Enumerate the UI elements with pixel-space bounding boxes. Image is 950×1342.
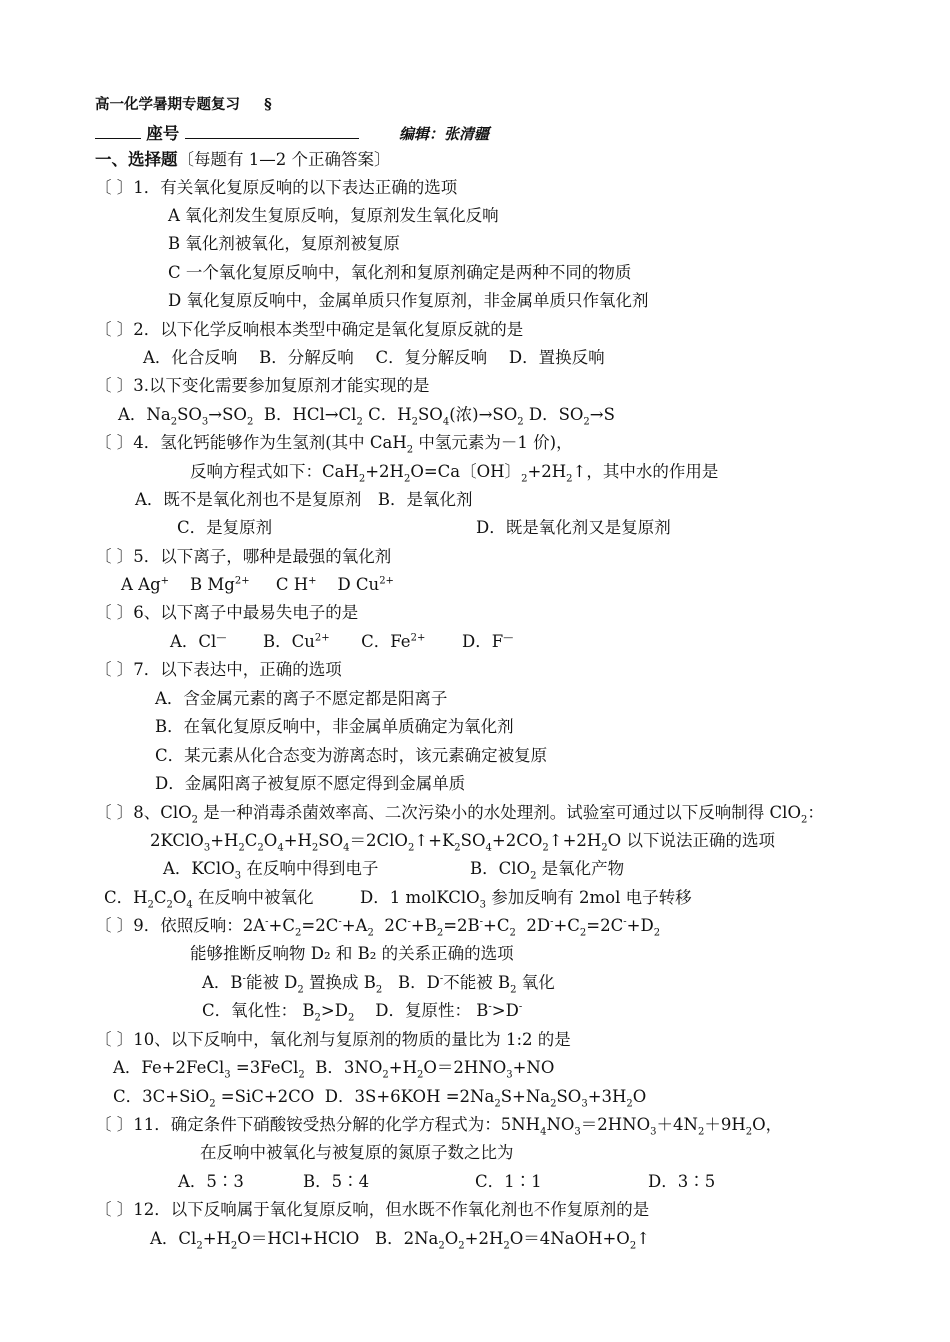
question-4: 〔 〕4．氢化钙能够作为生氢剂(其中 CaH$_2$ 中氢元素为－1 价)，	[95, 433, 573, 456]
question-8: 〔 〕8、ClO$_2$ 是一种消毒杀菌效率高、二次污染小的水处理剂。试验室可通过以下反响制得 ClO$_2$：	[95, 803, 824, 826]
q10-options-ab: A．Fe+2FeCl$_3$ =3FeCl$_2$ B．$3NO_2+H_2O=2HNO_3+NO$	[113, 1058, 555, 1081]
section-mark: §	[264, 96, 272, 113]
question-3: 〔 〕3.以下变化需要参加复原剂才能实现的是	[95, 376, 430, 395]
q8-option-c: C．$H_2C_2O_4$ 在反响中被氧化	[104, 888, 314, 911]
q1-option-d: D 氧化复原反响中，金属单质只作复原剂，非金属单质只作氧化剂	[168, 291, 649, 310]
q10-options-cd: C．3C+SiO$_2$ =SiC+2CO D．$3S+6KOH =2Na_2S+Na_2SO_3+3H_2O$	[113, 1087, 647, 1110]
q4-equation: 反响方程式如下：$CaH_2+2H_2O=Ca$〔OH〕$_2+2H_2↑$，其中水的作用是	[190, 462, 719, 485]
section-title: 一、选择题	[95, 150, 178, 169]
seat-label: 座号	[146, 124, 180, 143]
q1-option-c: C 一个氧化复原反响中，氧化剂和复原剂确定是两种不同的物质	[168, 263, 632, 282]
q8-option-a: A．KClO$_3$ 在反响中得到电子	[163, 859, 379, 882]
q11-option-c: C．1∶1	[475, 1172, 542, 1191]
question-11: 〔 〕11．确定条件下硝酸铵受热分解的化学方程式为：$5NH_4NO_3=2HNO_3+4N_2+9H_2O$，	[95, 1115, 783, 1138]
q7-option-d: D．金属阳离子被复原不愿定得到金属单质	[155, 774, 466, 793]
q3-options: A．$Na_2SO_3\to SO_2$ B．$HCl\to Cl_2$ C．$H_2SO_4$(浓)$\to SO_2$ D．$SO_2\to S$	[118, 405, 615, 428]
question-2: 〔 〕2．以下化学反响根本类型中确定是氧化复原反就的是	[95, 320, 524, 339]
q11-option-d: D．3∶5	[648, 1172, 716, 1191]
name-blank[interactable]	[95, 121, 141, 139]
q6-options: A．Cl— B．$Cu^{2+}$ C．$Fe^{2+}$ D．F—	[170, 632, 514, 651]
q9-options-cd: C．氧化性： $B_2>D_2$ D．复原性： B->D-	[202, 1001, 523, 1024]
question-1: 〔 〕1．有关氧化复原反响的以下表达正确的选项	[95, 178, 458, 197]
seat-line	[95, 121, 489, 145]
q7-option-a: A．含金属元素的离子不愿定都是阳离子	[155, 689, 448, 708]
q9-stem: 能够推断反响物 D₂ 和 B₂ 的关系正确的选项	[190, 944, 514, 963]
q11-option-a: A．5∶3	[178, 1172, 244, 1191]
q11-option-b: B．5∶4	[303, 1172, 370, 1191]
question-5: 〔 〕5．以下离子，哪种是最强的氧化剂	[95, 547, 392, 566]
q8-equation: $2KClO_3+H_2C_2O_4+H_2SO_4=2ClO_2↑+K_2SO_4+2CO_2↑+2H_2O$ 以下说法正确的选项	[150, 831, 775, 854]
question-10: 〔 〕10、以下反响中，氧化剂与复原剂的物质的量比为 1:2 的是	[95, 1030, 571, 1049]
section-heading	[95, 149, 391, 171]
doc-title	[95, 94, 272, 116]
q4-options-ab: A．既不是氧化剂也不是复原剂 B．是氧化剂	[135, 490, 473, 509]
question-7: 〔 〕7．以下表达中，正确的选项	[95, 660, 342, 679]
doc-title-text: 高一化学暑期专题复习	[95, 96, 240, 113]
q2-options: A．化合反响 B．分解反响 C．复分解反响 D．置换反响	[143, 348, 605, 367]
q1-option-b: B 氧化剂被氧化，复原剂被复原	[168, 234, 400, 253]
q7-option-b: B．在氧化复原反响中，非金属单质确定为氧化剂	[155, 717, 514, 736]
question-6: 〔 〕6、以下离子中最易失电子的是	[95, 603, 359, 622]
q11-stem: 在反响中被氧化与被复原的氮原子数之比为	[200, 1143, 514, 1162]
editor-label: 编辑：张清疆	[399, 125, 490, 143]
q4-option-d: D．既是氧化剂又是复原剂	[476, 518, 671, 537]
q8-option-d: D．1 molKClO$_3$ 参加反响有 2mol 电子转移	[360, 888, 692, 911]
q1-option-a: A 氧化剂发生复原反响，复原剂发生氧化反响	[168, 206, 499, 225]
q9-options-ab: A．B-能被 $D_2$ 置换成 $B_2$ B．D-不能被 $B_2$ 氧化	[202, 973, 555, 996]
question-9: 〔 〕9．依照反响：$2A^-+C_2=2C^-+A_2$ $2C^-+B_2=2B^-+C_2$ $2D^-+C_2=2C^-+D_2$	[95, 916, 661, 939]
seat-blank[interactable]	[185, 121, 359, 139]
q7-option-c: C．某元素从化合态变为游离态时，该元素确定被复原	[155, 746, 548, 765]
q5-options: A Ag+ B $Mg^{2+}$ C H+ D $Cu^{2+}$	[121, 575, 394, 594]
q4-option-c: C．是复原剂	[177, 518, 273, 537]
question-12: 〔 〕12．以下反响属于氧化复原反响，但水既不作氧化剂也不作复原剂的是	[95, 1200, 650, 1219]
q8-option-b: B．ClO$_2$ 是氧化产物	[470, 859, 625, 882]
q12-options-ab: A．$Cl_2+H_2O=HCl+HClO$ B．$2Na_2O_2+2H_2O=4NaOH+O_2↑$	[150, 1229, 651, 1252]
section-note: 〔每题有 1—2 个正确答案〕	[177, 150, 391, 169]
